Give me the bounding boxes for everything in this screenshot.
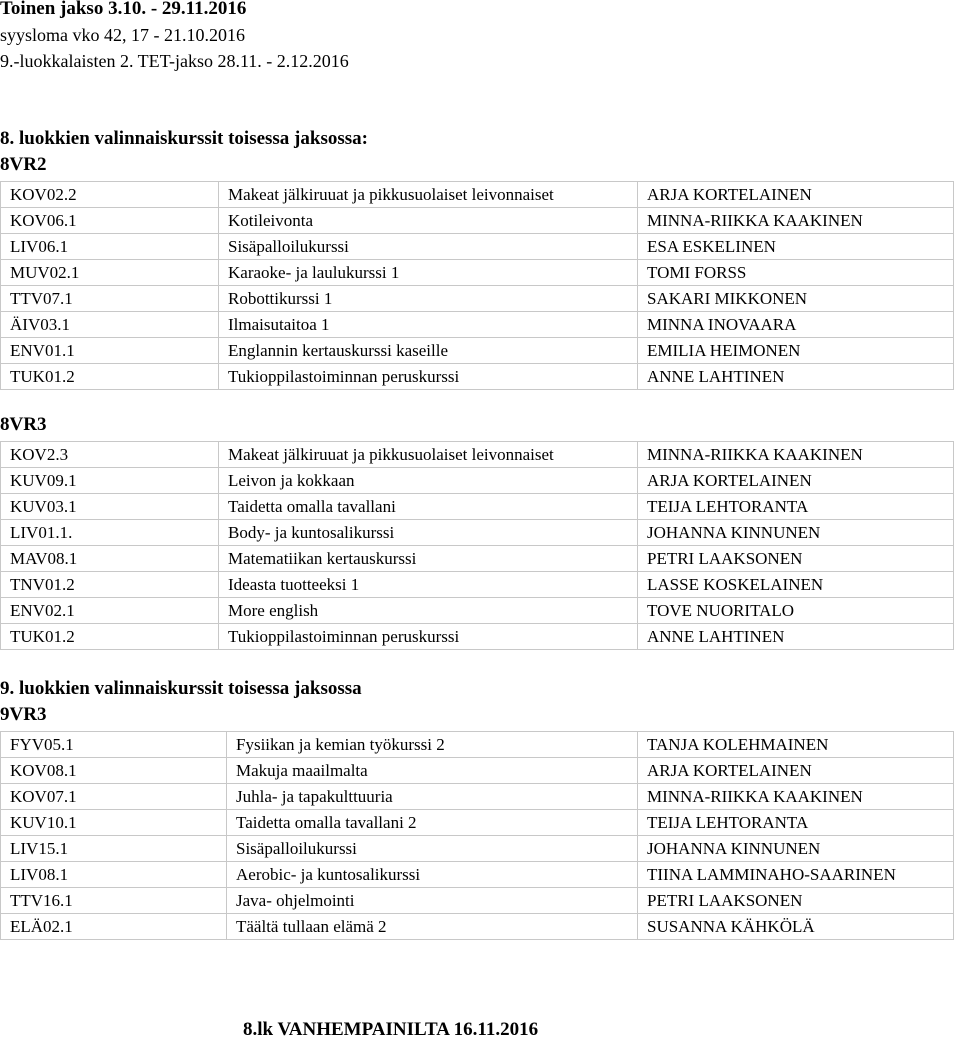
teacher-cell: ARJA KORTELAINEN xyxy=(638,468,954,494)
course-code-cell: TUK01.2 xyxy=(1,364,219,390)
course-table-8vr3 xyxy=(0,441,954,650)
course-code-cell: KOV02.2 xyxy=(1,182,219,208)
group-8vr2-label: 8VR2 xyxy=(0,154,47,175)
teacher-cell: JOHANNA KINNUNEN xyxy=(638,836,954,862)
teacher-cell: MINNA-RIIKKA KAAKINEN xyxy=(638,442,954,468)
section-9-heading: 9. luokkien valinnaiskurssit toisessa jaksossa xyxy=(0,678,362,699)
course-code-cell: FYV05.1 xyxy=(1,732,227,758)
course-code-cell: LIV08.1 xyxy=(1,862,227,888)
table-row xyxy=(1,208,954,234)
course-code-cell: ELÄ02.1 xyxy=(1,914,227,940)
course-name-cell: Makeat jälkiruuat ja pikkusuolaiset leivonnaiset xyxy=(219,442,638,468)
table-row xyxy=(1,494,954,520)
group-8vr3-label: 8VR3 xyxy=(0,414,47,435)
course-name-cell: Tukioppilastoiminnan peruskurssi xyxy=(219,364,638,390)
course-code-cell: KOV06.1 xyxy=(1,208,219,234)
course-name-cell: Tukioppilastoiminnan peruskurssi xyxy=(219,624,638,650)
course-name-cell: Taidetta omalla tavallani 2 xyxy=(227,810,638,836)
table-row xyxy=(1,442,954,468)
course-code-cell: KOV07.1 xyxy=(1,784,227,810)
course-table-8vr2 xyxy=(0,181,954,390)
course-name-cell: Ilmaisutaitoa 1 xyxy=(219,312,638,338)
course-name-cell: Sisäpalloilukurssi xyxy=(219,234,638,260)
teacher-cell: MINNA-RIIKKA KAAKINEN xyxy=(638,208,954,234)
course-name-cell: Java- ohjelmointi xyxy=(227,888,638,914)
course-name-cell: More english xyxy=(219,598,638,624)
course-code-cell: ENV01.1 xyxy=(1,338,219,364)
table-row xyxy=(1,914,954,940)
teacher-cell: MINNA INOVAARA xyxy=(638,312,954,338)
section-8-heading: 8. luokkien valinnaiskurssit toisessa jaksossa: xyxy=(0,128,368,149)
course-name-cell: Aerobic- ja kuntosalikurssi xyxy=(227,862,638,888)
table-row xyxy=(1,732,954,758)
course-code-cell: KUV10.1 xyxy=(1,810,227,836)
table-row xyxy=(1,364,954,390)
table-row xyxy=(1,546,954,572)
table-row xyxy=(1,312,954,338)
teacher-cell: ANNE LAHTINEN xyxy=(638,364,954,390)
course-name-cell: Makuja maailmalta xyxy=(227,758,638,784)
course-code-cell: LIV15.1 xyxy=(1,836,227,862)
course-code-cell: TUK01.2 xyxy=(1,624,219,650)
tet-period-line: 9.-luokkalaisten 2. TET-jakso 28.11. - 2.12.2016 xyxy=(0,51,349,71)
teacher-cell: MINNA-RIIKKA KAAKINEN xyxy=(638,784,954,810)
course-code-cell: MAV08.1 xyxy=(1,546,219,572)
teacher-cell: TIINA LAMMINAHO-SAARINEN xyxy=(638,862,954,888)
course-name-cell: Sisäpalloilukurssi xyxy=(227,836,638,862)
course-name-cell: Täältä tullaan elämä 2 xyxy=(227,914,638,940)
table-row xyxy=(1,836,954,862)
course-name-cell: Robottikurssi 1 xyxy=(219,286,638,312)
table-row xyxy=(1,888,954,914)
teacher-cell: LASSE KOSKELAINEN xyxy=(638,572,954,598)
course-name-cell: Karaoke- ja laulukurssi 1 xyxy=(219,260,638,286)
course-code-cell: ENV02.1 xyxy=(1,598,219,624)
teacher-cell: ARJA KORTELAINEN xyxy=(638,182,954,208)
course-code-cell: MUV02.1 xyxy=(1,260,219,286)
teacher-cell: TANJA KOLEHMAINEN xyxy=(638,732,954,758)
course-code-cell: ÄIV03.1 xyxy=(1,312,219,338)
table-row xyxy=(1,572,954,598)
course-code-cell: TTV07.1 xyxy=(1,286,219,312)
document-title: Toinen jakso 3.10. - 29.11.2016 xyxy=(0,0,247,19)
teacher-cell: TOMI FORSS xyxy=(638,260,954,286)
course-name-cell: Matematiikan kertauskurssi xyxy=(219,546,638,572)
teacher-cell: ARJA KORTELAINEN xyxy=(638,758,954,784)
table-row xyxy=(1,624,954,650)
course-name-cell: Body- ja kuntosalikurssi xyxy=(219,520,638,546)
table-row xyxy=(1,810,954,836)
course-name-cell: Makeat jälkiruuat ja pikkusuolaiset leivonnaiset xyxy=(219,182,638,208)
teacher-cell: SAKARI MIKKONEN xyxy=(638,286,954,312)
group-9vr3-label: 9VR3 xyxy=(0,704,47,725)
course-name-cell: Ideasta tuotteeksi 1 xyxy=(219,572,638,598)
course-name-cell: Fysiikan ja kemian työkurssi 2 xyxy=(227,732,638,758)
table-row xyxy=(1,758,954,784)
course-code-cell: TNV01.2 xyxy=(1,572,219,598)
teacher-cell: PETRI LAAKSONEN xyxy=(638,888,954,914)
teacher-cell: SUSANNA KÄHKÖLÄ xyxy=(638,914,954,940)
course-name-cell: Leivon ja kokkaan xyxy=(219,468,638,494)
parents-evening-note: 8.lk VANHEMPAINILTA 16.11.2016 xyxy=(243,1019,539,1040)
teacher-cell: PETRI LAAKSONEN xyxy=(638,546,954,572)
autumn-break-line: syysloma vko 42, 17 - 21.10.2016 xyxy=(0,25,245,45)
course-code-cell: KUV03.1 xyxy=(1,494,219,520)
course-name-cell: Juhla- ja tapakulttuuria xyxy=(227,784,638,810)
course-code-cell: TTV16.1 xyxy=(1,888,227,914)
teacher-cell: ESA ESKELINEN xyxy=(638,234,954,260)
table-row xyxy=(1,182,954,208)
table-row xyxy=(1,862,954,888)
course-code-cell: KOV2.3 xyxy=(1,442,219,468)
course-code-cell: LIV01.1. xyxy=(1,520,219,546)
table-row xyxy=(1,598,954,624)
course-table-9vr3 xyxy=(0,731,954,940)
course-name-cell: Kotileivonta xyxy=(219,208,638,234)
course-name-cell: Taidetta omalla tavallani xyxy=(219,494,638,520)
table-row xyxy=(1,234,954,260)
table-row xyxy=(1,784,954,810)
course-code-cell: KUV09.1 xyxy=(1,468,219,494)
teacher-cell: TOVE NUORITALO xyxy=(638,598,954,624)
course-name-cell: Englannin kertauskurssi kaseille xyxy=(219,338,638,364)
table-row xyxy=(1,286,954,312)
teacher-cell: ANNE LAHTINEN xyxy=(638,624,954,650)
table-row xyxy=(1,520,954,546)
table-row xyxy=(1,338,954,364)
teacher-cell: EMILIA HEIMONEN xyxy=(638,338,954,364)
teacher-cell: TEIJA LEHTORANTA xyxy=(638,494,954,520)
course-code-cell: KOV08.1 xyxy=(1,758,227,784)
table-row xyxy=(1,468,954,494)
teacher-cell: JOHANNA KINNUNEN xyxy=(638,520,954,546)
teacher-cell: TEIJA LEHTORANTA xyxy=(638,810,954,836)
course-code-cell: LIV06.1 xyxy=(1,234,219,260)
table-row xyxy=(1,260,954,286)
